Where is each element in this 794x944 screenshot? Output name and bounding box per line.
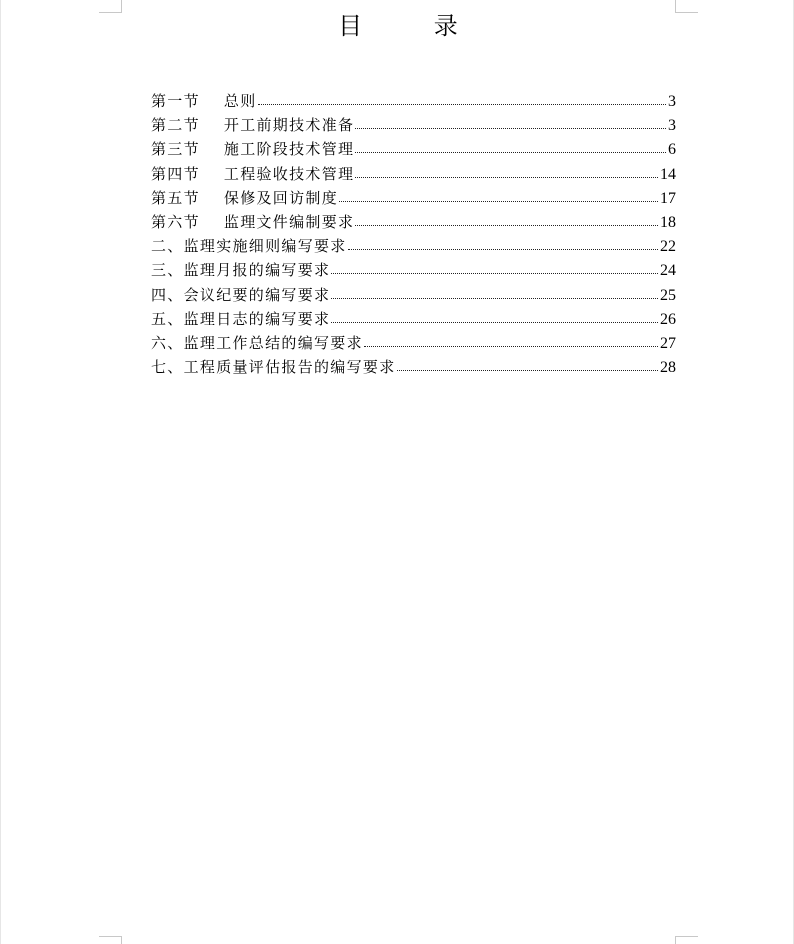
toc-entry-label (151, 284, 330, 305)
toc-entry[interactable] (151, 163, 676, 187)
toc-entry-label (151, 211, 354, 232)
toc-entry[interactable] (151, 211, 676, 235)
toc-section-title: 三、监理月报的编写要求 (151, 261, 331, 280)
dot-leader (258, 92, 666, 106)
toc-section-title: 六、监理工作总结的编写要求 (151, 333, 363, 352)
toc-section-title: 工程验收技术管理 (223, 164, 355, 183)
toc-entry-label (151, 114, 354, 135)
crop-mark-bottom-left (99, 936, 122, 944)
dot-leader (331, 286, 658, 300)
toc-section-number: 第一节 (151, 92, 200, 110)
toc-page-number: 18 (660, 213, 676, 231)
toc-entry-label (151, 138, 354, 159)
toc-section-title: 施工阶段技术管理 (223, 140, 355, 159)
toc-title: 目 录 (338, 12, 490, 40)
toc-page-number: 3 (668, 117, 676, 135)
dot-leader (355, 213, 658, 227)
toc-entry[interactable] (151, 90, 676, 114)
toc-entry-label (151, 235, 347, 256)
toc-section-title: 监理文件编制要求 (223, 212, 355, 231)
toc-page-number: 3 (668, 93, 676, 110)
toc-section-title: 四、会议纪要的编写要求 (151, 285, 331, 304)
table-of-contents (151, 90, 676, 380)
dot-leader (339, 189, 658, 203)
toc-section-title: 七、工程质量评估报告的编写要求 (151, 358, 396, 377)
toc-section-title: 五、监理日志的编写要求 (151, 309, 331, 328)
toc-section-number: 第四节 (151, 164, 200, 183)
toc-section-number: 第二节 (151, 116, 200, 135)
toc-entry[interactable] (151, 187, 676, 211)
dot-leader (331, 310, 658, 324)
toc-section-number: 第六节 (151, 212, 200, 231)
toc-section-number: 第三节 (151, 140, 200, 159)
toc-entry-label (151, 90, 257, 111)
dot-leader (355, 140, 666, 154)
toc-entry[interactable] (151, 332, 676, 356)
toc-entry-label (151, 163, 354, 184)
dot-leader (355, 165, 658, 179)
toc-section-title: 开工前期技术准备 (223, 116, 355, 135)
toc-entry-label (151, 356, 396, 377)
dot-leader (348, 237, 658, 251)
toc-entry[interactable] (151, 114, 676, 138)
toc-entry-label (151, 259, 330, 280)
toc-entry[interactable] (151, 138, 676, 162)
toc-page-number: 26 (660, 310, 676, 328)
toc-section-title: 保修及回访制度 (223, 188, 339, 207)
toc-section-title: 总则 (223, 92, 257, 110)
dot-leader (355, 116, 666, 130)
toc-entry[interactable] (151, 259, 676, 283)
toc-page-number: 14 (660, 165, 676, 183)
toc-page-number: 25 (660, 286, 676, 304)
toc-page-number: 17 (660, 189, 676, 207)
toc-entry[interactable] (151, 308, 676, 332)
toc-page-number: 6 (668, 141, 676, 159)
toc-page-number: 28 (660, 359, 676, 377)
toc-page-number: 27 (660, 334, 676, 352)
toc-page-number: 24 (660, 262, 676, 280)
toc-section-title: 二、监理实施细则编写要求 (151, 237, 347, 256)
toc-page-number: 22 (660, 238, 676, 256)
toc-entry[interactable] (151, 235, 676, 259)
toc-entry[interactable] (151, 284, 676, 308)
crop-mark-bottom-right (675, 936, 698, 944)
dot-leader (397, 358, 658, 372)
dot-leader (364, 334, 658, 348)
dot-leader (331, 261, 658, 275)
toc-section-number: 第五节 (151, 188, 200, 207)
toc-entry-label (151, 332, 363, 353)
toc-entry-label (151, 308, 330, 329)
toc-entry-label (151, 187, 338, 208)
toc-entry[interactable] (151, 356, 676, 380)
